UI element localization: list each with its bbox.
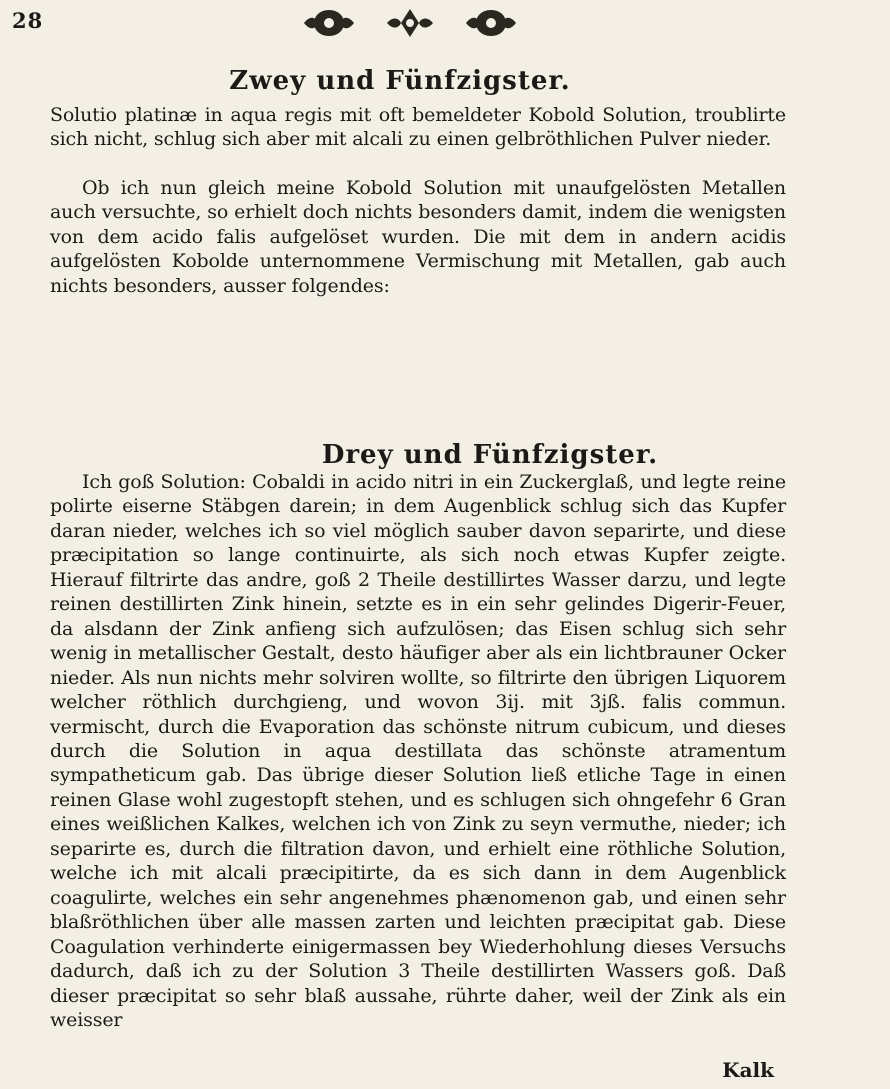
section-heading: Drey und Fünfzigster. — [321, 440, 659, 470]
section-heading: Zwey und Fünfzigster. — [229, 66, 571, 96]
page-number: 28 — [12, 8, 44, 33]
ornament-icon — [381, 7, 439, 39]
paragraph: Ob ich nun gleich meine Kobold Solution mit unaufgelösten Metallen auch versuchte, so erhielt doch nichts besonders damit, indem die wenigsten von dem acido falis aufgelöset wurden. Die mit dem in andern acidis aufgelösten Kobolde unternommene Vermischung mit Metallen, gab auch nichts besonders, ausser folgendes: — [50, 177, 786, 297]
paragraph: Solutio platinæ in aqua regis mit oft bemeldeter Kobold Solution, troublirte sich nicht, schlug sich aber mit alcali zu einen gelbröthlichen Pulver nieder. — [50, 104, 786, 151]
ornament-icon — [462, 7, 520, 39]
ornament-icon — [300, 7, 358, 39]
paragraph: Ich goß Solution: Cobaldi in acido nitri in ein Zuckerglaß, und legte reine polirte eiserne Stäbgen darein; in dem Augenblick schlug sich das Kupfer daran nieder, welches ich so viel möglich sauber davon separirte, und diese præcipitation so lange continuirte, als sich noch etwas Kupfer zeigte. Hierauf filtrirte das andre, goß 2 Theile destillirtes Wasser darzu, und legte reinen destillirten Zink hinein, setzte es in ein sehr gelindes Digerir-Feuer, da alsdann der Zink anfieng sich aufzulösen; das Eisen schlug sich sehr wenig in metallischer Gestalt, desto häufiger aber als ein lichtbrauner Ocker nieder. Als nun nichts mehr solviren wollte, so filtrirte den übrigen Liquorem welcher röthlich durchgieng, und wovon 3ij. mit 3jß. falis commun. vermischt, durch die Evaporation das schönste nitrum cubicum, und dieses durch die Solution in aqua destillata das schönste atramentum sympatheticum gab. Das übrige dieser Solution ließ etliche Tage in einen reinen Glase wohl zugestopft stehen, und es schlugen sich ohngefehr 6 Gran eines weißlichen Kalkes, welchen ich von Zink zu seyn vermuthe, nieder; ich separirte es, durch die filtration davon, und erhielt eine röthliche Solution, welche ich mit alcali præcipitirte, da es sich dann in dem Augenblick coagulirte, welches ein sehr angenehmes phænomenon gab, und einen sehr blaßröthlichen über alle massen zarten und leichten præcipitat gab. Diese Coagulation verhinderte einigermassen bey Wiederhohlung dieses Versuchs dadurch, daß ich zu der Solution 3 Theile destillirten Wassers goß. Daß dieser præcipitat so sehr blaß aussahe, rührte daher, weil der Zink als ein weisser — [50, 471, 786, 1031]
header-ornaments — [300, 6, 520, 40]
catchword: Kalk — [722, 1058, 774, 1082]
